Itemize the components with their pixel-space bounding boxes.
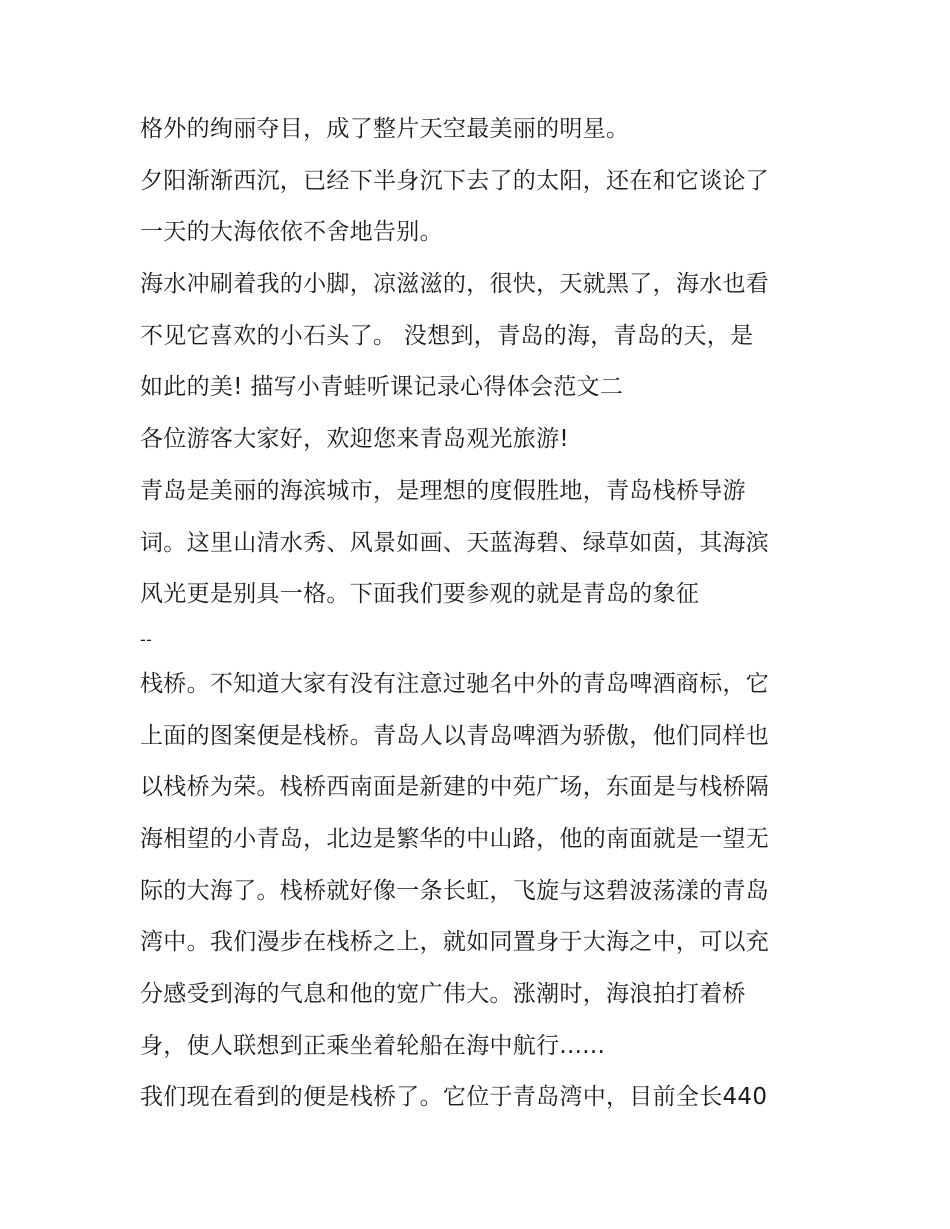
text-line: 一天的大海依依不舍地告别。 [140,219,443,246]
text-line: 上面的图案便是栈桥。青岛人以青岛啤酒为骄傲，他们同样也 [140,722,770,749]
text-line: 如此的美! 描写小青蛙听课记录心得体会范文二 [140,374,624,401]
text-line: 以栈桥为荣。栈桥西南面是新建的中苑广场，东面是与栈桥隔 [140,774,770,801]
text-line: 青岛是美丽的海滨城市，是理想的度假胜地，青岛栈桥导游 [140,477,746,504]
text-line: 词。这里山清水秀、风景如画、天蓝海碧、绿草如茵，其海滨 [140,529,770,556]
text-line: 湾中。我们漫步在栈桥之上，就如同置身于大海之中，可以充 [140,929,770,956]
text-line: 际的大海了。栈桥就好像一条长虹，飞旋与这碧波荡漾的青岛 [140,877,770,904]
separator-line: -- [140,629,153,649]
text-line: 格外的绚丽夺目，成了整片天空最美丽的明星。 [140,116,630,142]
text-line: 海相望的小青岛，北边是繁华的中山路，他的南面就是一望无 [140,825,770,852]
text-line: 不见它喜欢的小石头了。 没想到，青岛的海，青岛的天，是 [140,322,754,349]
text-line: 海水冲刷着我的小脚，凉滋滋的，很快，天就黑了，海水也看 [140,271,770,298]
text-line: 身，使人联想到正乘坐着轮船在海中航行...... [140,1032,606,1059]
text-line: 各位游客大家好，欢迎您来青岛观光旅游! [140,426,569,453]
text-line: 夕阳渐渐西沉，已经下半身沉下去了的太阳，还在和它谈论了 [140,167,770,194]
text-line: 我们现在看到的便是栈桥了。它位于青岛湾中，目前全长440 [140,1084,768,1111]
text-line: 风光更是别具一格。下面我们要参观的就是青岛的象征 [140,581,700,608]
text-line: 分感受到海的气息和他的宽广伟大。涨潮时，海浪拍打着桥 [140,981,746,1007]
document-body [140,104,820,1124]
text-line: 栈桥。不知道大家有没有注意过驰名中外的青岛啤酒商标，它 [140,670,770,697]
